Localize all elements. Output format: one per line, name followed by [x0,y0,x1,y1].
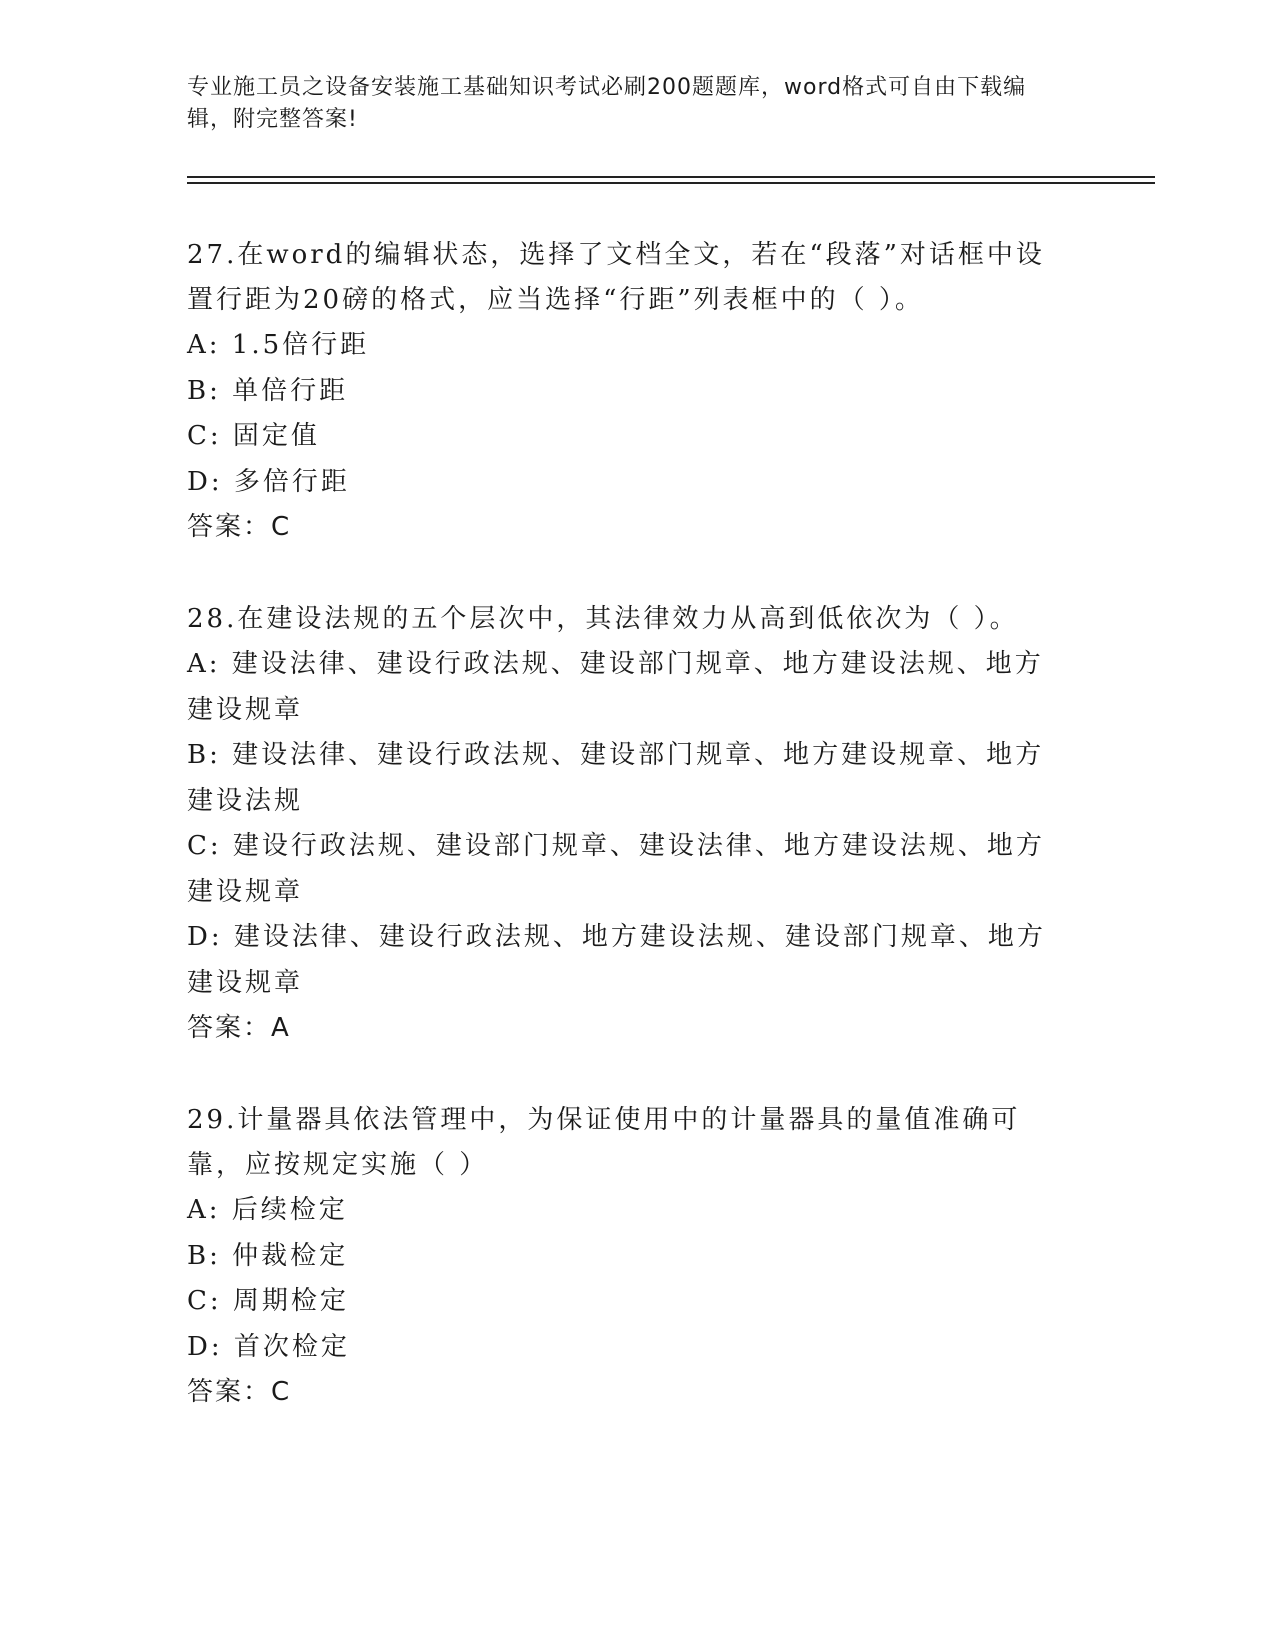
option-d: D: 建设法律、建设行政法规、地方建设法规、建设部门规章、地方建设规章 [187,922,1046,998]
option-c: C: 周期检定 [187,1286,349,1316]
answer-line: 答案：C [187,512,292,542]
answer-line: 答案：A [187,1013,291,1043]
option-d: D: 多倍行距 [187,466,350,497]
option-b: B: 单倍行距 [187,375,349,406]
option-a: A: 建设法律、建设行政法规、建设部门规章、地方建设法规、地方建设规章 [187,649,1044,725]
header-rule-top [187,176,1155,178]
document-header: 专业施工员之设备安装施工基础知识考试必刷200题题库，word格式可自由下载编辑，附完整答案! [187,75,1027,132]
question-stem: 28.在建设法规的五个层次中，其法律效力从高到低依次为（ ）。 [187,604,1019,634]
question-29 [187,1098,1067,1415]
header-rule-bottom [187,182,1155,184]
option-b: B: 仲裁检定 [187,1240,349,1271]
option-a: A: 1.5倍行距 [187,330,370,360]
option-c: C: 固定值 [187,421,320,451]
option-b: B: 建设法律、建设行政法规、建设部门规章、地方建设规章、地方建设法规 [187,740,1045,816]
option-a: A: 后续检定 [187,1195,348,1225]
option-d: D: 首次检定 [187,1331,350,1362]
question-stem: 27.在word的编辑状态，选择了文档全文，若在“段落”对话框中设置行距为20磅的格式，应当选择“行距”列表框中的（ ）。 [187,240,1045,315]
answer-line: 答案：C [187,1377,292,1407]
question-28 [187,597,1067,1051]
question-stem: 29.计量器具依法管理中，为保证使用中的计量器具的量值准确可靠，应按规定实施（ ） [187,1105,1021,1180]
question-27 [187,233,1067,550]
option-c: C: 建设行政法规、建设部门规章、建设法律、地方建设法规、地方建设规章 [187,831,1045,907]
